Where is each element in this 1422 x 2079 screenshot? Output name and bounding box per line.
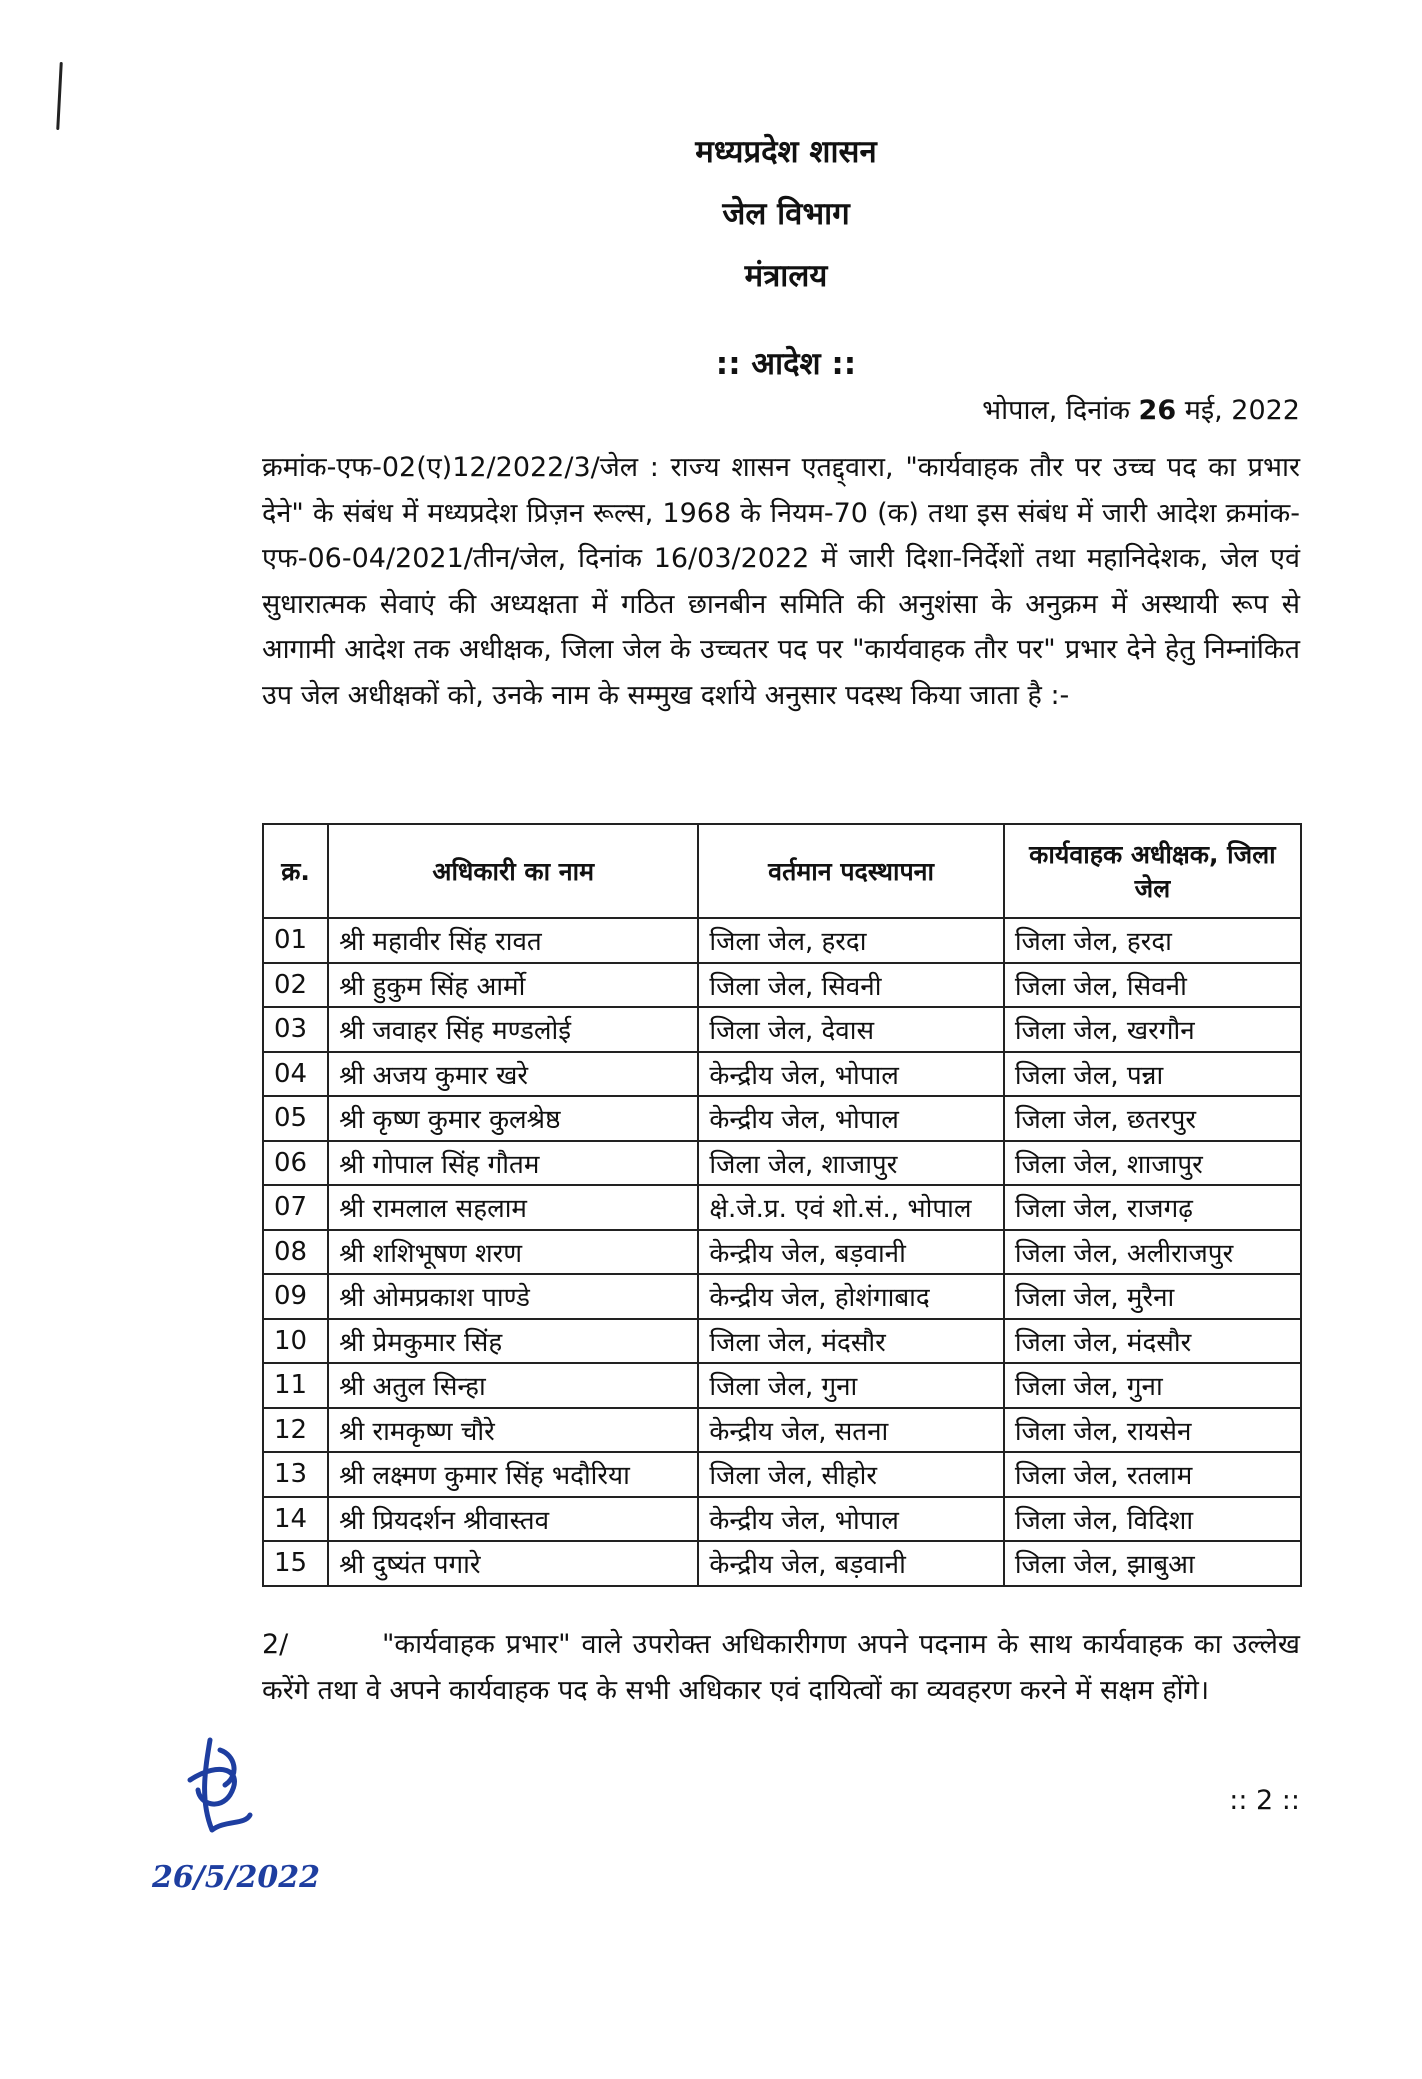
officer-name-cell: श्री लक्ष्मण कुमार सिंह भदौरिया — [328, 1452, 698, 1497]
place-date-prefix: भोपाल, दिनांक — [982, 395, 1139, 426]
table-row — [263, 963, 1301, 1008]
serial-cell: 04 — [263, 1052, 328, 1097]
officer-name-cell: श्री कृष्ण कुमार कुलश्रेष्ठ — [328, 1096, 698, 1141]
serial-cell: 14 — [263, 1497, 328, 1542]
order-paragraph-2 — [262, 1622, 1300, 1713]
header-acting-superintendent: कार्यवाहक अधीक्षक, जिला जेल — [1004, 824, 1301, 918]
current-posting-cell: केन्द्रीय जेल, भोपाल — [698, 1052, 1003, 1097]
current-posting-cell: केन्द्रीय जेल, होशंगाबाद — [698, 1274, 1003, 1319]
officer-name-cell: श्री प्रेमकुमार सिंह — [328, 1319, 698, 1364]
signature-date: 26/5/2022 — [152, 1860, 321, 1895]
table-row — [263, 1274, 1301, 1319]
officer-name-cell: श्री गोपाल सिंह गौतम — [328, 1141, 698, 1186]
officer-name-cell: श्री रामकृष्ण चौरे — [328, 1408, 698, 1453]
current-posting-cell: केन्द्रीय जेल, बड़वानी — [698, 1230, 1003, 1275]
place-date — [982, 390, 1300, 427]
table-row — [263, 1363, 1301, 1408]
acting-posting-cell: जिला जेल, छतरपुर — [1004, 1096, 1301, 1141]
acting-posting-cell: जिला जेल, मंदसौर — [1004, 1319, 1301, 1364]
current-posting-cell: जिला जेल, सीहोर — [698, 1452, 1003, 1497]
acting-posting-cell: जिला जेल, हरदा — [1004, 918, 1301, 963]
current-posting-cell: जिला जेल, शाजापुर — [698, 1141, 1003, 1186]
acting-posting-cell: जिला जेल, गुना — [1004, 1363, 1301, 1408]
officer-name-cell: श्री हुकुम सिंह आर्मो — [328, 963, 698, 1008]
current-posting-cell: जिला जेल, गुना — [698, 1363, 1003, 1408]
serial-cell: 01 — [263, 918, 328, 963]
table-row — [263, 1185, 1301, 1230]
next-page-marker: :: 2 :: — [1229, 1785, 1300, 1816]
table-row — [263, 1408, 1301, 1453]
acting-posting-cell: जिला जेल, रतलाम — [1004, 1452, 1301, 1497]
officer-name-cell: श्री दुष्यंत पगारे — [328, 1541, 698, 1586]
current-posting-cell: जिला जेल, हरदा — [698, 918, 1003, 963]
current-posting-cell: केन्द्रीय जेल, भोपाल — [698, 1497, 1003, 1542]
serial-cell: 07 — [263, 1185, 328, 1230]
acting-posting-cell: जिला जेल, झाबुआ — [1004, 1541, 1301, 1586]
place-date-day: 26 — [1138, 395, 1177, 426]
header-serial: क्र. — [263, 824, 328, 918]
current-posting-cell: जिला जेल, देवास — [698, 1007, 1003, 1052]
current-posting-cell: जिला जेल, मंदसौर — [698, 1319, 1003, 1364]
serial-cell: 10 — [263, 1319, 328, 1364]
current-posting-cell: केन्द्रीय जेल, सतना — [698, 1408, 1003, 1453]
serial-cell: 05 — [263, 1096, 328, 1141]
officer-name-cell: श्री महावीर सिंह रावत — [328, 918, 698, 963]
acting-posting-cell: जिला जेल, सिवनी — [1004, 963, 1301, 1008]
acting-posting-cell: जिला जेल, राजगढ़ — [1004, 1185, 1301, 1230]
header-government: मध्यप्रदेश शासन — [695, 134, 877, 170]
header-department: जेल विभाग — [722, 196, 850, 232]
paragraph-2-text: "कार्यवाहक प्रभार" वाले उपरोक्त अधिकारीगण अपने पदनाम के साथ कार्यवाहक का उल्लेख करेंगे तथा वे अपने कार्यवाहक पद के सभी अधिकार एवं दायित्वों का व्यवहरण करने में सक्षम होंगे। — [262, 1629, 1300, 1706]
margin-pen-mark — [56, 62, 63, 130]
officer-name-cell: श्री रामलाल सहलाम — [328, 1185, 698, 1230]
table-row — [263, 1319, 1301, 1364]
paragraph-number: 2/ — [262, 1629, 289, 1660]
current-posting-cell: जिला जेल, सिवनी — [698, 963, 1003, 1008]
officer-name-cell: श्री अतुल सिन्हा — [328, 1363, 698, 1408]
header-officer-name: अधिकारी का नाम — [328, 824, 698, 918]
serial-cell: 03 — [263, 1007, 328, 1052]
acting-posting-cell: जिला जेल, शाजापुर — [1004, 1141, 1301, 1186]
officer-name-cell: श्री शशिभूषण शरण — [328, 1230, 698, 1275]
order-paragraph-1: क्रमांक-एफ-02(ए)12/2022/3/जेल : राज्य शासन एतद्द्वारा, "कार्यवाहक तौर पर उच्च पद का प्रभार देने" के संबंध में मध्यप्रदेश प्रिज़न रूल्स, 1968 के नियम-70 (क) तथा इस संबंध में जारी आदेश क्रमांक-एफ-06-04/2021/तीन/जेल, दिनांक 16/03/2022 में जारी दिशा-निर्देशों तथा महानिदेशक, जेल एवं सुधारात्मक सेवाएं की अध्यक्षता में गठित छानबीन समिति की अनुशंसा के अनुक्रम में अस्थायी रूप से आगामी आदेश तक अधीक्षक, जिला जेल के उच्चतर पद पर "कार्यवाहक तौर पर" प्रभार देने हेतु निम्नांकित उप जेल अधीक्षकों को, उनके नाम के सम्मुख दर्शाये अनुसार पदस्थ किया जाता है :- — [262, 452, 1300, 711]
serial-cell: 09 — [263, 1274, 328, 1319]
table-row — [263, 1007, 1301, 1052]
acting-posting-cell: जिला जेल, पन्ना — [1004, 1052, 1301, 1097]
header-ministry: मंत्रालय — [744, 258, 828, 294]
acting-posting-cell: जिला जेल, मुरैना — [1004, 1274, 1301, 1319]
serial-cell: 15 — [263, 1541, 328, 1586]
table-row — [263, 1052, 1301, 1097]
acting-posting-cell: जिला जेल, अलीराजपुर — [1004, 1230, 1301, 1275]
serial-cell: 02 — [263, 963, 328, 1008]
place-date-suffix: मई, 2022 — [1176, 395, 1300, 426]
serial-cell: 06 — [263, 1141, 328, 1186]
table-row — [263, 1541, 1301, 1586]
table-row — [263, 1096, 1301, 1141]
serial-cell: 11 — [263, 1363, 328, 1408]
table-row — [263, 918, 1301, 963]
header-current-posting: वर्तमान पदस्थापना — [698, 824, 1003, 918]
current-posting-cell: केन्द्रीय जेल, बड़वानी — [698, 1541, 1003, 1586]
table-header-row — [263, 824, 1301, 918]
table-row — [263, 1497, 1301, 1542]
officer-name-cell: श्री ओमप्रकाश पाण्डे — [328, 1274, 698, 1319]
serial-cell: 13 — [263, 1452, 328, 1497]
table-row — [263, 1452, 1301, 1497]
officer-name-cell: श्री प्रियदर्शन श्रीवास्तव — [328, 1497, 698, 1542]
current-posting-cell: केन्द्रीय जेल, भोपाल — [698, 1096, 1003, 1141]
acting-posting-cell: जिला जेल, विदिशा — [1004, 1497, 1301, 1542]
officer-name-cell: श्री जवाहर सिंह मण्डलोई — [328, 1007, 698, 1052]
signature-icon — [150, 1720, 300, 1860]
table-row — [263, 1230, 1301, 1275]
table-row — [263, 1141, 1301, 1186]
officers-table — [262, 823, 1302, 1587]
current-posting-cell: क्षे.जे.प्र. एवं शो.सं., भोपाल — [698, 1185, 1003, 1230]
serial-cell: 12 — [263, 1408, 328, 1453]
officer-name-cell: श्री अजय कुमार खरे — [328, 1052, 698, 1097]
serial-cell: 08 — [263, 1230, 328, 1275]
order-title: :: आदेश :: — [715, 346, 857, 382]
acting-posting-cell: जिला जेल, खरगौन — [1004, 1007, 1301, 1052]
acting-posting-cell: जिला जेल, रायसेन — [1004, 1408, 1301, 1453]
